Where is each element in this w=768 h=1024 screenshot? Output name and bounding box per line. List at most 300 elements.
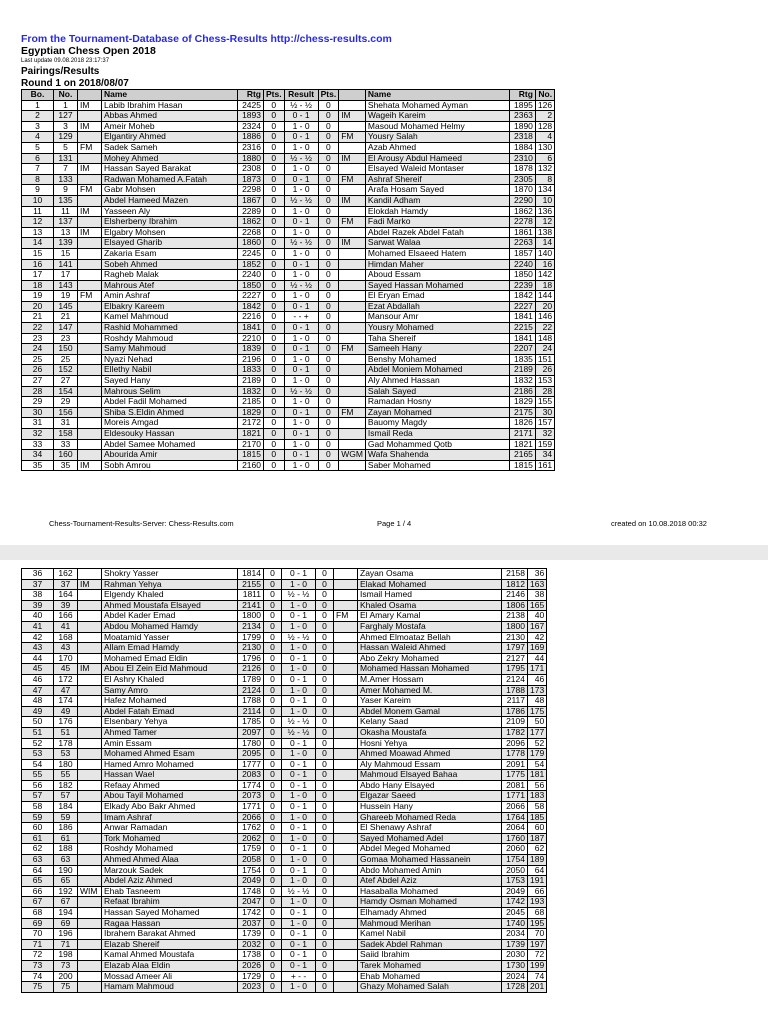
cell-opponent-points: 0	[316, 918, 334, 929]
cell-title	[78, 982, 102, 993]
table-row	[22, 121, 555, 132]
cell-opponent-title: IM	[339, 153, 366, 164]
cell-opponent-rating: 2363	[509, 111, 535, 122]
cell-result: 1 - 0	[282, 833, 316, 844]
cell-opponent-no: 36	[528, 569, 547, 580]
col-name: Name	[102, 90, 238, 101]
cell-title	[78, 376, 102, 387]
cell-opponent-points: 0	[316, 706, 334, 717]
cell-board: 8	[22, 174, 54, 185]
cell-opponent-rating: 1782	[502, 727, 528, 738]
cell-opponent-rating: 2117	[502, 696, 528, 707]
table-row	[22, 621, 547, 632]
cell-opponent-name: Sayed Mohamed Adel	[358, 833, 502, 844]
cell-opponent-rating: 2186	[509, 386, 535, 397]
cell-opponent-name: Ezat Abdallah	[365, 301, 509, 312]
cell-opponent-rating: 1857	[509, 248, 535, 259]
cell-result: 0 - 1	[284, 344, 318, 355]
cell-opponent-name: Ismail Reda	[365, 429, 509, 440]
cell-player-name: Abdel Kader Emad	[102, 611, 238, 622]
cell-player-no: 43	[54, 643, 78, 654]
cell-points: 0	[264, 600, 282, 611]
cell-opponent-title: FM	[339, 407, 366, 418]
cell-points: 0	[264, 439, 285, 450]
cell-opponent-points: 0	[316, 674, 334, 685]
cell-title	[78, 749, 102, 760]
cell-player-name: Mahrous Atef	[102, 280, 238, 291]
cell-board: 73	[22, 960, 54, 971]
cell-opponent-rating: 1754	[502, 855, 528, 866]
cell-title: IM	[78, 206, 102, 217]
cell-points: 0	[264, 855, 282, 866]
cell-result: 0 - 1	[282, 802, 316, 813]
cell-player-name: Abou El Zein Eid Mahmoud	[102, 664, 238, 675]
cell-opponent-rating: 2034	[502, 929, 528, 940]
cell-opponent-name: Aly Ahmed Hassan	[365, 376, 509, 387]
cell-rating: 2130	[238, 643, 264, 654]
cell-opponent-points: 0	[318, 217, 339, 228]
cell-opponent-points: 0	[316, 939, 334, 950]
table-row	[22, 460, 555, 471]
cell-title	[78, 344, 102, 355]
cell-player-name: Abdel Fadil Mohamed	[102, 397, 238, 408]
cell-opponent-no: 26	[535, 365, 554, 376]
cell-title: IM	[78, 164, 102, 175]
cell-rating: 1829	[238, 407, 264, 418]
cell-result: 1 - 0	[284, 121, 318, 132]
cell-opponent-points: 0	[316, 632, 334, 643]
cell-opponent-title	[334, 939, 358, 950]
cell-title	[78, 195, 102, 206]
cell-title: FM	[78, 142, 102, 153]
cell-result: 1 - 0	[284, 333, 318, 344]
cell-result: 0 - 1	[284, 259, 318, 270]
cell-opponent-no: 134	[535, 185, 554, 196]
cell-result: 0 - 1	[284, 323, 318, 334]
cell-opponent-rating: 2240	[509, 259, 535, 270]
cell-result: 1 - 0	[284, 164, 318, 175]
cell-opponent-rating: 1826	[509, 418, 535, 429]
cell-title	[78, 323, 102, 334]
cell-opponent-points: 0	[318, 397, 339, 408]
cell-player-name: Elgendy Khaled	[102, 590, 238, 601]
cell-points: 0	[264, 696, 282, 707]
cell-opponent-points: 0	[318, 238, 339, 249]
cell-result: 0 - 1	[284, 450, 318, 461]
cell-opponent-rating: 2124	[502, 674, 528, 685]
cell-opponent-no: 187	[528, 833, 547, 844]
cell-result: 1 - 0	[282, 897, 316, 908]
cell-player-no: 19	[54, 291, 78, 302]
cell-opponent-rating: 2127	[502, 653, 528, 664]
cell-opponent-points: 0	[316, 897, 334, 908]
cell-opponent-name: El Arousy Abdul Hameed	[365, 153, 509, 164]
cell-rating: 2073	[238, 791, 264, 802]
cell-opponent-no: 159	[535, 439, 554, 450]
cell-rating: 2026	[238, 960, 264, 971]
cell-opponent-name: Elgazar Saeed	[358, 791, 502, 802]
cell-opponent-name: Ahmed Moawad Ahmed	[358, 749, 502, 760]
cell-board: 12	[22, 217, 54, 228]
cell-player-no: 23	[54, 333, 78, 344]
cell-result: 0 - 1	[282, 770, 316, 781]
cell-player-name: Elgabry Mohsen	[102, 227, 238, 238]
cell-opponent-title	[334, 632, 358, 643]
cell-player-name: Abdel Hameed Mazen	[102, 195, 238, 206]
cell-title	[78, 153, 102, 164]
cell-opponent-name: Aboud Essam	[365, 270, 509, 281]
cell-title	[78, 865, 102, 876]
cell-opponent-name: Wafa Shahenda	[365, 450, 509, 461]
cell-player-name: El Ashry Khaled	[102, 674, 238, 685]
cell-result: 0 - 1	[282, 759, 316, 770]
cell-opponent-rating: 1786	[502, 706, 528, 717]
cell-rating: 1842	[238, 301, 264, 312]
cell-opponent-no: 146	[535, 312, 554, 323]
cell-opponent-name: Kandil Adham	[365, 195, 509, 206]
cell-player-name: Moatamid Yasser	[102, 632, 238, 643]
cell-opponent-title	[339, 365, 366, 376]
cell-board: 62	[22, 844, 54, 855]
cell-rating: 2023	[238, 982, 264, 993]
cell-player-no: 51	[54, 727, 78, 738]
cell-opponent-title	[334, 674, 358, 685]
cell-result: 1 - 0	[284, 248, 318, 259]
cell-rating: 1850	[238, 280, 264, 291]
cell-board: 3	[22, 121, 54, 132]
cell-rating: 2066	[238, 812, 264, 823]
col-rating: Rtg	[238, 90, 264, 101]
cell-opponent-name: Mohamed Hassan Mohamed	[358, 664, 502, 675]
cell-opponent-rating: 1812	[502, 579, 528, 590]
cell-title	[78, 270, 102, 281]
cell-opponent-rating: 1778	[502, 749, 528, 760]
table-row	[22, 939, 547, 950]
col-name-opponent: Name	[365, 90, 509, 101]
table-row	[22, 238, 555, 249]
cell-player-name: Tork Mohamed	[102, 833, 238, 844]
cell-opponent-rating: 1753	[502, 876, 528, 887]
table-row	[22, 270, 555, 281]
cell-rating: 2185	[238, 397, 264, 408]
cell-opponent-no: 44	[528, 653, 547, 664]
cell-player-no: 150	[54, 344, 78, 355]
cell-opponent-points: 0	[318, 365, 339, 376]
table-row	[22, 717, 547, 728]
cell-player-name: Abbas Ahmed	[102, 111, 238, 122]
cell-player-name: Hassan Wael	[102, 770, 238, 781]
cell-result: 1 - 0	[282, 982, 316, 993]
cell-opponent-title	[339, 121, 366, 132]
cell-title	[78, 450, 102, 461]
cell-player-name: Anwar Ramadan	[102, 823, 238, 834]
table-row	[22, 291, 555, 302]
cell-result: 1 - 0	[282, 600, 316, 611]
cell-rating: 1841	[238, 323, 264, 334]
cell-board: 38	[22, 590, 54, 601]
cell-points: 0	[264, 185, 285, 196]
cell-title	[78, 727, 102, 738]
cell-player-no: 198	[54, 950, 78, 961]
cell-points: 0	[264, 590, 282, 601]
cell-player-name: Hamed Amro Mohamed	[102, 759, 238, 770]
cell-opponent-no: 157	[535, 418, 554, 429]
cell-rating: 1742	[238, 908, 264, 919]
cell-result: 0 - 1	[284, 429, 318, 440]
table-row	[22, 450, 555, 461]
cell-player-name: Refaat Ibrahim	[102, 897, 238, 908]
cell-opponent-rating: 1795	[502, 664, 528, 675]
cell-opponent-no: 132	[535, 164, 554, 175]
cell-player-name: Ehab Tasneem	[102, 886, 238, 897]
col-title-opponent	[339, 90, 366, 101]
table-row	[22, 653, 547, 664]
cell-opponent-rating: 1861	[509, 227, 535, 238]
cell-player-name: Rahman Yehya	[102, 579, 238, 590]
table-row	[22, 312, 555, 323]
cell-opponent-name: Farghaly Mostafa	[358, 621, 502, 632]
cell-title	[78, 855, 102, 866]
cell-opponent-rating: 2081	[502, 780, 528, 791]
cell-opponent-points: 0	[318, 450, 339, 461]
cell-opponent-name: Bauomy Magdy	[365, 418, 509, 429]
cell-points: 0	[264, 749, 282, 760]
cell-points: 0	[264, 812, 282, 823]
cell-player-no: 27	[54, 376, 78, 387]
cell-opponent-title	[334, 759, 358, 770]
cell-opponent-name: Abdel Monem Gamal	[358, 706, 502, 717]
table-header-row	[22, 90, 555, 101]
cell-player-name: Amin Essam	[102, 738, 238, 749]
cell-result: 0 - 1	[282, 908, 316, 919]
cell-opponent-rating: 2239	[509, 280, 535, 291]
cell-opponent-points: 0	[318, 280, 339, 291]
cell-player-name: Allam Emad Hamdy	[102, 643, 238, 654]
cell-rating: 1796	[238, 653, 264, 664]
cell-opponent-title	[334, 802, 358, 813]
table-row	[22, 802, 547, 813]
cell-opponent-no: 64	[528, 865, 547, 876]
cell-points: 0	[264, 153, 285, 164]
cell-player-no: 63	[54, 855, 78, 866]
cell-player-name: Mohamed Ahmed Esam	[102, 749, 238, 760]
table-row	[22, 664, 547, 675]
cell-opponent-no: 50	[528, 717, 547, 728]
cell-opponent-points: 0	[318, 259, 339, 270]
table-body-page-2	[22, 569, 547, 993]
cell-title	[78, 918, 102, 929]
cell-player-name: Hassan Sayed Barakat	[102, 164, 238, 175]
cell-player-no: 3	[54, 121, 78, 132]
cell-points: 0	[264, 354, 285, 365]
cell-opponent-points: 0	[316, 865, 334, 876]
cell-opponent-rating: 1895	[509, 100, 535, 111]
cell-board: 42	[22, 632, 54, 643]
cell-opponent-name: Arafa Hosam Sayed	[365, 185, 509, 196]
cell-player-name: Ameir Moheb	[102, 121, 238, 132]
cell-points: 0	[264, 312, 285, 323]
footer-page-number: Page 1 / 4	[377, 519, 412, 528]
cell-opponent-no: 177	[528, 727, 547, 738]
cell-rating: 2114	[238, 706, 264, 717]
cell-player-name: Roshdy Mohamed	[102, 844, 238, 855]
cell-opponent-no: 66	[528, 886, 547, 897]
cell-title	[78, 960, 102, 971]
cell-title	[78, 259, 102, 270]
cell-player-name: Amin Ashraf	[102, 291, 238, 302]
cell-rating: 1821	[238, 429, 264, 440]
cell-opponent-no: 169	[528, 643, 547, 654]
cell-rating: 1832	[238, 386, 264, 397]
cell-result: 0 - 1	[282, 611, 316, 622]
cell-board: 22	[22, 323, 54, 334]
cell-opponent-no: 165	[528, 600, 547, 611]
table-row	[22, 759, 547, 770]
cell-opponent-no: 140	[535, 248, 554, 259]
cell-rating: 1762	[238, 823, 264, 834]
cell-opponent-title	[334, 643, 358, 654]
cell-title: IM	[78, 460, 102, 471]
cell-opponent-no: 56	[528, 780, 547, 791]
cell-opponent-name: Atef Abdel Aziz	[358, 876, 502, 887]
cell-opponent-title	[339, 270, 366, 281]
cell-rating: 2141	[238, 600, 264, 611]
cell-opponent-points: 0	[318, 227, 339, 238]
cell-opponent-no: 161	[535, 460, 554, 471]
cell-player-no: 15	[54, 248, 78, 259]
cell-result: 1 - 0	[284, 185, 318, 196]
cell-board: 33	[22, 439, 54, 450]
cell-opponent-rating: 2096	[502, 738, 528, 749]
cell-opponent-title	[339, 185, 366, 196]
cell-opponent-rating: 1815	[509, 460, 535, 471]
cell-rating: 2227	[238, 291, 264, 302]
cell-player-no: 55	[54, 770, 78, 781]
table-row	[22, 259, 555, 270]
cell-board: 53	[22, 749, 54, 760]
cell-result: ½ - ½	[284, 100, 318, 111]
cell-title: IM	[78, 664, 102, 675]
cell-title	[78, 643, 102, 654]
cell-title	[78, 569, 102, 580]
cell-points: 0	[264, 791, 282, 802]
table-row	[22, 590, 547, 601]
cell-board: 23	[22, 333, 54, 344]
table-row	[22, 738, 547, 749]
cell-points: 0	[264, 333, 285, 344]
cell-rating: 2170	[238, 439, 264, 450]
cell-title: FM	[78, 185, 102, 196]
cell-player-no: 129	[54, 132, 78, 143]
cell-opponent-rating: 1829	[509, 397, 535, 408]
cell-player-name: Abourida Amir	[102, 450, 238, 461]
cell-opponent-name: Hassan Waleid Ahmed	[358, 643, 502, 654]
cell-opponent-name: Mansour Amr	[365, 312, 509, 323]
cell-points: 0	[264, 100, 285, 111]
cell-opponent-title	[334, 579, 358, 590]
cell-player-no: 135	[54, 195, 78, 206]
cell-result: 1 - 0	[282, 621, 316, 632]
cell-points: 0	[264, 270, 285, 281]
table-row	[22, 770, 547, 781]
cell-board: 58	[22, 802, 54, 813]
cell-player-no: 31	[54, 418, 78, 429]
table-row	[22, 791, 547, 802]
cell-opponent-points: 0	[318, 195, 339, 206]
cell-title	[78, 939, 102, 950]
cell-board: 24	[22, 344, 54, 355]
cell-opponent-name: Mohamed Elsaeed Hatem	[365, 248, 509, 259]
cell-opponent-no: 126	[535, 100, 554, 111]
table-row	[22, 823, 547, 834]
cell-opponent-title	[339, 301, 366, 312]
cell-player-no: 21	[54, 312, 78, 323]
table-row	[22, 248, 555, 259]
cell-board: 7	[22, 164, 54, 175]
cell-opponent-rating: 2158	[502, 569, 528, 580]
cell-board: 71	[22, 939, 54, 950]
cell-opponent-no: 173	[528, 685, 547, 696]
table-row	[22, 960, 547, 971]
cell-title	[78, 301, 102, 312]
cell-opponent-points: 0	[316, 611, 334, 622]
cell-opponent-title	[334, 621, 358, 632]
cell-opponent-title	[334, 918, 358, 929]
cell-points: 0	[264, 780, 282, 791]
cell-player-name: Hassan Sayed Mohamed	[102, 908, 238, 919]
cell-board: 1	[22, 100, 54, 111]
cell-opponent-no: 10	[535, 195, 554, 206]
cell-result: 1 - 0	[284, 206, 318, 217]
table-row	[22, 918, 547, 929]
cell-title	[78, 897, 102, 908]
cell-points: 0	[264, 460, 285, 471]
cell-player-no: 147	[54, 323, 78, 334]
cell-opponent-points: 0	[316, 780, 334, 791]
cell-rating: 2049	[238, 876, 264, 887]
cell-opponent-title: IM	[339, 111, 366, 122]
cell-opponent-no: 4	[535, 132, 554, 143]
cell-points: 0	[264, 121, 285, 132]
cell-opponent-no: 52	[528, 738, 547, 749]
cell-opponent-rating: 2165	[509, 450, 535, 461]
cell-title	[78, 217, 102, 228]
cell-points: 0	[264, 802, 282, 813]
table-row	[22, 886, 547, 897]
cell-opponent-no: 30	[535, 407, 554, 418]
cell-title	[78, 174, 102, 185]
cell-opponent-points: 0	[316, 569, 334, 580]
cell-points: 0	[264, 217, 285, 228]
cell-board: 30	[22, 407, 54, 418]
cell-title	[78, 354, 102, 365]
cell-title	[78, 770, 102, 781]
cell-opponent-no: 74	[528, 971, 547, 982]
source-link[interactable]: From the Tournament-Database of Chess-Results http://chess-results.com	[21, 33, 392, 45]
cell-points: 0	[264, 142, 285, 153]
cell-player-name: Shiba S.Eldin Ahmed	[102, 407, 238, 418]
cell-player-no: 13	[54, 227, 78, 238]
cell-opponent-title: FM	[339, 344, 366, 355]
cell-rating: 1839	[238, 344, 264, 355]
cell-title	[78, 429, 102, 440]
cell-result: ½ - ½	[284, 238, 318, 249]
cell-player-no: 192	[54, 886, 78, 897]
table-row	[22, 685, 547, 696]
cell-board: 49	[22, 706, 54, 717]
cell-board: 15	[22, 248, 54, 259]
cell-rating: 1739	[238, 929, 264, 940]
